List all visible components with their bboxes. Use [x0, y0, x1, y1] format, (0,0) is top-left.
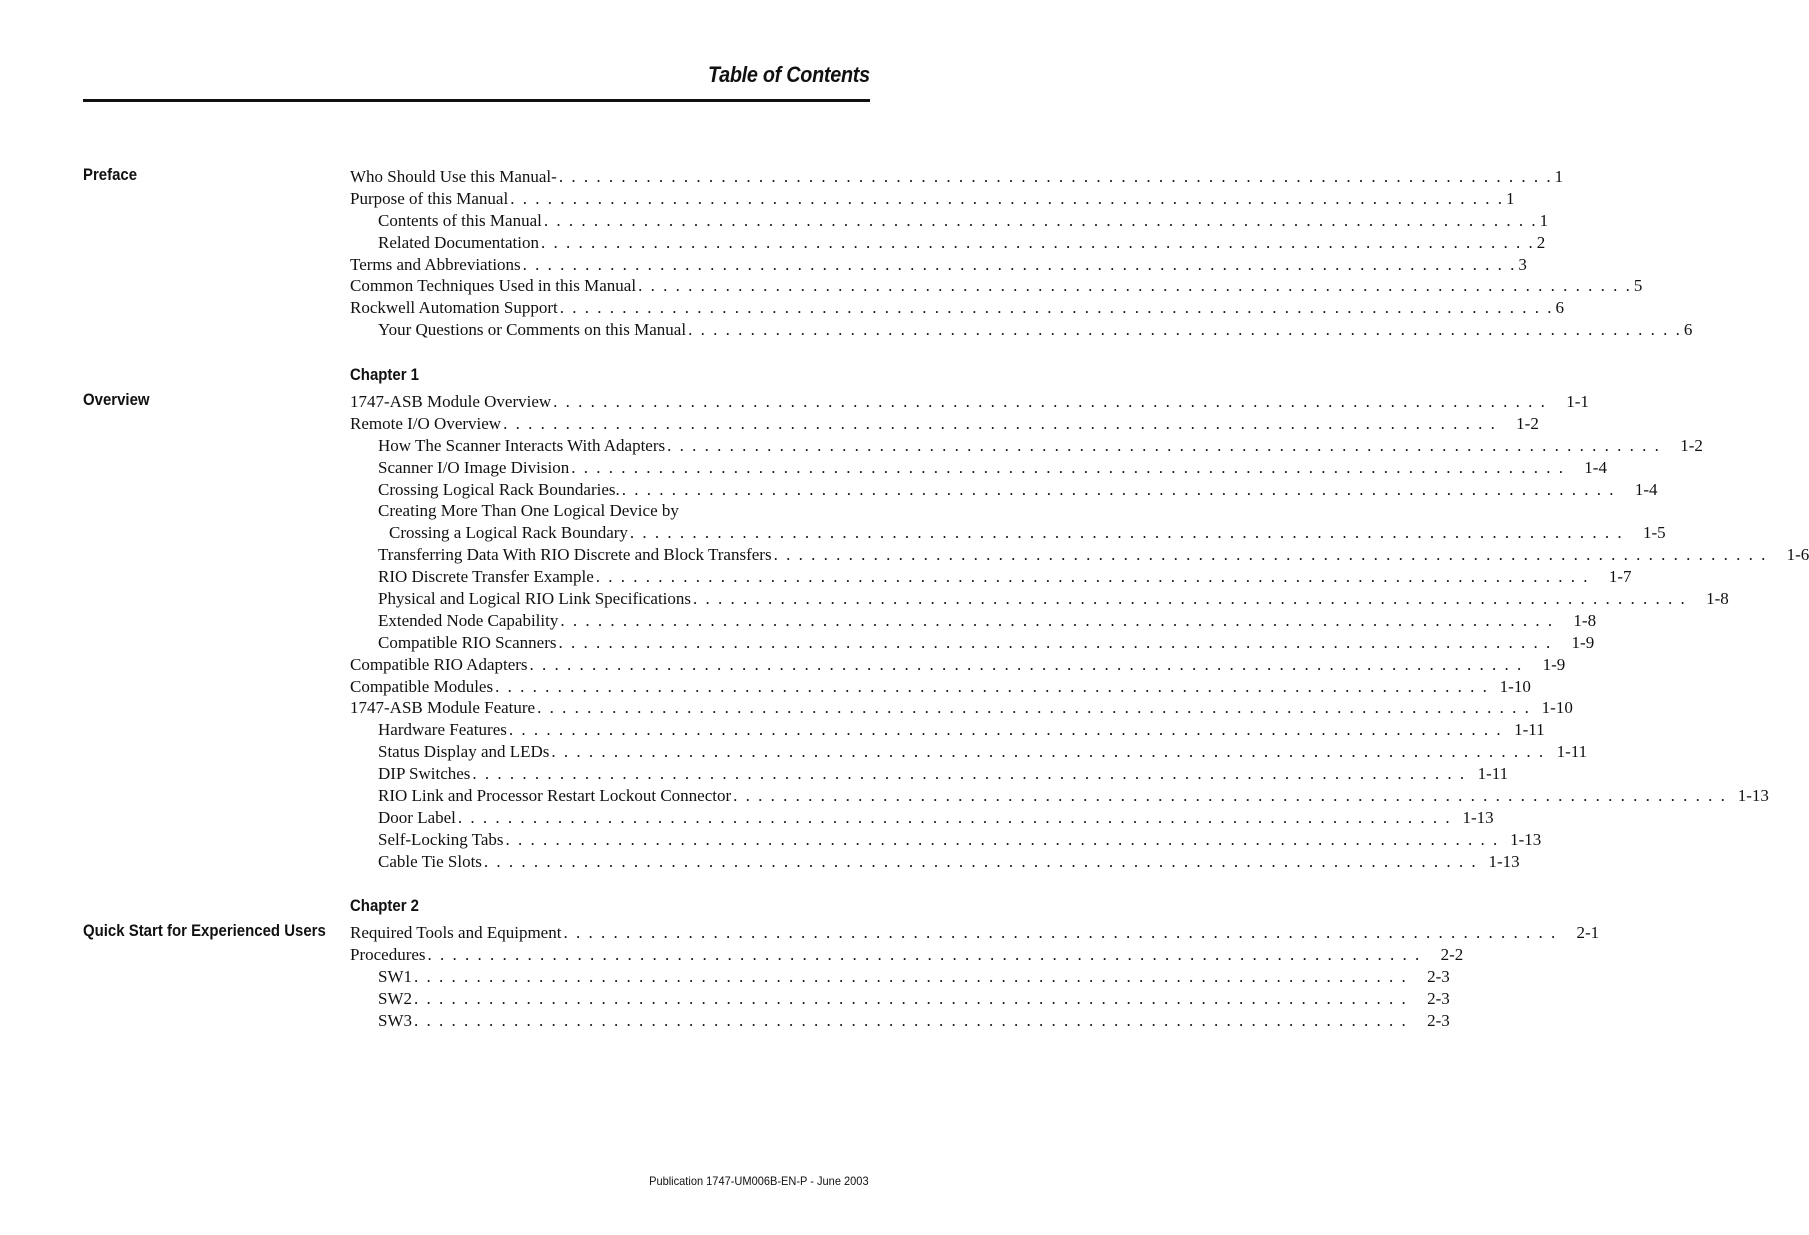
toc-leader-dots: . . . . . . . . . . . . . . . . . . . . . . . . . . . . . . . . . . . . . . . . . . . . . . . . . . . . . . . . . . . . . . . . . . . . . . . . . . . . . . . . — [414, 1010, 1408, 1030]
toc-entry-title: SW2 — [378, 988, 412, 1008]
toc-entry-title: Status Display and LEDs — [378, 742, 550, 762]
toc-leader-dots: . . . . . . . . . . . . . . . . . . . . . . . . . . . . . . . . . . . . . . . . . . . . . . . . . . . . . . . . . . . . . . . . . . . . . . . . . . . . . . . . — [560, 610, 1555, 630]
toc-entry-title: How The Scanner Interacts With Adapters — [378, 435, 666, 455]
toc-entry-title: Purpose of this Manual — [350, 188, 509, 208]
toc-entry-page: 1-10 — [1499, 676, 1531, 696]
toc-entry-title: Remote I/O Overview — [350, 413, 502, 433]
toc-leader-dots: . . . . . . . . . . . . . . . . . . . . . . . . . . . . . . . . . . . . . . . . . . . . . . . . . . . . . . . . . . . . . . . . . . . . . . . . . . . . . . . . — [540, 232, 1535, 252]
toc-leader-dots: . . . . . . . . . . . . . . . . . . . . . . . . . . . . . . . . . . . . . . . . . . . . . . . . . . . . . . . . . . . . . . . . . . . . . . . . . . . . . . . . — [505, 829, 1500, 849]
toc-entry[interactable] — [350, 319, 1693, 341]
toc-leader-dots: . . . . . . . . . . . . . . . . . . . . . . . . . . . . . . . . . . . . . . . . . . . . . . . . . . . . . . . . . . . . . . . . . . . . . . . . . . . . . . . . — [629, 523, 1624, 543]
toc-entry-title: Physical and Logical RIO Link Specifications — [378, 589, 692, 609]
toc-entry[interactable] — [350, 988, 1450, 1010]
toc-entry-title: Compatible RIO Adapters — [350, 654, 528, 674]
chapter-label-1: Chapter 1 — [350, 365, 420, 384]
toc-leader-dots: . . . . . . . . . . . . . . . . . . . . . . . . . . . . . . . . . . . . . . . . . . . . . . . . . . . . . . . . . . . . . . . . . . . . . . . . . . . . . . . . — [427, 944, 1422, 964]
toc-entry-title: Cable Tie Slots — [378, 851, 482, 871]
toc-entry-page: 1-2 — [1680, 435, 1703, 455]
toc-entry[interactable] — [350, 544, 1809, 566]
toc-entry[interactable] — [350, 654, 1566, 676]
toc-entry-title: Hardware Features — [378, 720, 507, 740]
toc-entry[interactable] — [350, 632, 1595, 654]
toc-entry[interactable] — [350, 785, 1769, 807]
toc-entry-page: 1-13 — [1737, 786, 1769, 806]
toc-entry-page: 2-1 — [1576, 923, 1600, 942]
toc-entry-title: SW3 — [378, 1010, 412, 1030]
toc-entry-page: 1-11 — [1556, 742, 1588, 762]
toc-entry[interactable] — [350, 297, 1565, 319]
toc-entry[interactable] — [350, 676, 1531, 698]
toc-entry-title: Required Tools and Equipment — [350, 923, 562, 942]
toc-entry-page: 1-11 — [1514, 720, 1545, 740]
toc-leader-dots: . . . . . . . . . . . . . . . . . . . . . . . . . . . . . . . . . . . . . . . . . . . . . . . . . . . . . . . . . . . . . . . . . . . . . . . . . . . . . . . . — [553, 392, 1547, 411]
toc-entry-page: 2-3 — [1427, 1010, 1450, 1030]
toc-entry-page: 1-13 — [1462, 807, 1494, 827]
toc-entry-page: 2 — [1536, 232, 1546, 252]
toc-leader-dots: . . . . . . . . . . . . . . . . . . . . . . . . . . . . . . . . . . . . . . . . . . . . . . . . . . . . . . . . . . . . . . . . . . . . . . . . . . . . . . . . — [621, 479, 1616, 499]
toc-leader-dots: . . . . . . . . . . . . . . . . . . . . . . . . . . . . . . . . . . . . . . . . . . . . . . . . . . . . . . . . . . . . . . . . . . . . . . . . . . . . . . . . — [472, 764, 1467, 784]
toc-entry[interactable] — [350, 566, 1632, 588]
toc-list-preface — [350, 166, 1693, 341]
toc-leader-dots: . . . . . . . . . . . . . . . . . . . . . . . . . . . . . . . . . . . . . . . . . . . . . . . . . . . . . . . . . . . . . . . . . . . . . . . . . . . . . . . . — [558, 632, 1553, 652]
toc-entry-page: 6 — [1555, 298, 1565, 318]
header-rule — [83, 99, 870, 102]
toc-leader-dots: . . . . . . . . . . . . . . . . . . . . . . . . . . . . . . . . . . . . . . . . . . . . . . . . . . . . . . . . . . . . . . . . . . . . . . . . . . . . . . . . — [688, 320, 1682, 340]
toc-entry-page: 1-9 — [1571, 632, 1595, 652]
toc-entry[interactable] — [350, 166, 1564, 188]
publication-footer: Publication 1747-UM006B-EN-P - June 2003 — [649, 1174, 869, 1188]
toc-entry-page: 1-9 — [1542, 654, 1566, 674]
toc-entry-page: 1-5 — [1642, 523, 1666, 543]
toc-entry-title: Common Techniques Used in this Manual — [350, 276, 637, 296]
toc-leader-dots: . . . . . . . . . . . . . . . . . . . . . . . . . . . . . . . . . . . . . . . . . . . . . . . . . . . . . . . . . . . . . . . . . . . . . . . . . . . . . . . . — [563, 923, 1558, 942]
section-label-preface: Preface — [83, 165, 138, 184]
toc-entry[interactable] — [350, 275, 1643, 297]
toc-leader-dots: . . . . . . . . . . . . . . . . . . . . . . . . . . . . . . . . . . . . . . . . . . . . . . . . . . . . . . . . . . . . . . . . . . . . . . . . . . . . . . . . — [522, 254, 1517, 274]
toc-entry-title: Self-Locking Tabs — [378, 829, 504, 849]
toc-leader-dots: . . . . . . . . . . . . . . . . . . . . . . . . . . . . . . . . . . . . . . . . . . . . . . . . . . . . . . . . . . . . . . . . . . . . . . . . . . . . . . . . — [414, 988, 1408, 1008]
toc-entry[interactable] — [350, 500, 870, 522]
toc-entry[interactable] — [350, 588, 1729, 610]
toc-entry-page: 1-4 — [1634, 479, 1658, 499]
chapter-label-2: Chapter 2 — [350, 896, 420, 915]
toc-leader-dots: . . . . . . . . . . . . . . . . . . . . . . . . . . . . . . . . . . . . . . . . . . . . . . . . . . . . . . . . . . . . . . . . . . . . . . . . . . . . . . . . — [638, 276, 1632, 296]
toc-entry-page: 2-3 — [1427, 988, 1450, 1008]
toc-leader-dots: . . . . . . . . . . . . . . . . . . . . . . . . . . . . . . . . . . . . . . . . . . . . . . . . . . . . . . . . . . . . . . . . . . . . . . . . . . . . . . . . — [559, 298, 1554, 318]
toc-entry[interactable] — [350, 435, 1703, 457]
toc-entry-page: 2-2 — [1440, 944, 1464, 964]
toc-entry-page: 1-4 — [1584, 457, 1607, 477]
toc-entry[interactable] — [350, 457, 1607, 479]
section-label-quick-start: Quick Start for Experienced Users — [83, 921, 326, 940]
toc-entry-title: Procedures — [350, 944, 426, 964]
toc-entry-page: 3 — [1518, 254, 1527, 274]
toc-entry[interactable] — [350, 944, 1464, 966]
toc-entry-title: SW1 — [378, 966, 412, 986]
toc-entry-title: Rockwell Automation Support — [350, 298, 558, 318]
toc-list-overview — [350, 391, 1809, 873]
toc-entry-title: Creating More Than One Logical Device by — [378, 501, 679, 521]
toc-leader-dots: . . . . . . . . . . . . . . . . . . . . . . . . . . . . . . . . . . . . . . . . . . . . . . . . . . . . . . . . . . . . . . . . . . . . . . . . . . . . . . . . — [508, 720, 1503, 740]
toc-entry-page: 1 — [1505, 188, 1515, 208]
toc-entry-page: 1-10 — [1541, 698, 1573, 718]
toc-entry-title: Transferring Data With RIO Discrete and Block Transfers — [378, 545, 772, 565]
toc-entry-title: DIP Switches — [378, 764, 471, 784]
toc-entry-page: 1 — [1539, 210, 1549, 230]
toc-leader-dots: . . . . . . . . . . . . . . . . . . . . . . . . . . . . . . . . . . . . . . . . . . . . . . . . . . . . . . . . . . . . . . . . . . . . . . . . . . . . . . . . — [529, 654, 1524, 674]
toc-entry-title: RIO Link and Processor Restart Lockout Connector — [378, 786, 732, 806]
toc-entry-title: Compatible Modules — [350, 676, 494, 696]
toc-entry-title: Contents of this Manual — [378, 210, 542, 230]
toc-entry-title: RIO Discrete Transfer Example — [378, 567, 594, 587]
toc-entry[interactable] — [350, 254, 1527, 276]
toc-entry-title: 1747-ASB Module Overview — [350, 392, 552, 411]
toc-entry[interactable] — [350, 697, 1573, 719]
toc-entry-title: Extended Node Capability — [378, 610, 559, 630]
toc-entry-title: Scanner I/O Image Division — [378, 457, 570, 477]
toc-entry-title: Compatible RIO Scanners — [378, 632, 557, 652]
toc-leader-dots: . . . . . . . . . . . . . . . . . . . . . . . . . . . . . . . . . . . . . . . . . . . . . . . . . . . . . . . . . . . . . . . . . . . . . . . . . . . . . . . . — [543, 210, 1538, 230]
toc-leader-dots: . . . . . . . . . . . . . . . . . . . . . . . . . . . . . . . . . . . . . . . . . . . . . . . . . . . . . . . . . . . . . . . . . . . . . . . . . . . . . . . . — [537, 698, 1531, 718]
toc-entry-page: 1-6 — [1786, 545, 1809, 565]
toc-list-quick-start — [350, 922, 1600, 1031]
toc-entry[interactable] — [350, 922, 1600, 944]
toc-entry-page: 1-2 — [1516, 413, 1539, 433]
toc-entry-page: 1-13 — [1488, 851, 1520, 871]
toc-entry-page: 1 — [1554, 167, 1564, 186]
toc-entry[interactable] — [350, 391, 1589, 413]
toc-entry-title: Related Documentation — [378, 232, 539, 252]
toc-entry-title: 1747-ASB Module Feature — [350, 698, 536, 718]
toc-leader-dots: . . . . . . . . . . . . . . . . . . . . . . . . . . . . . . . . . . . . . . . . . . . . . . . . . . . . . . . . . . . . . . . . . . . . . . . . . . . . . . . . — [414, 966, 1408, 986]
toc-entry-page: 1-8 — [1573, 610, 1597, 630]
toc-entry-page: 1-11 — [1477, 764, 1509, 784]
toc-entry-title: Terms and Abbreviations — [350, 254, 521, 274]
toc-entry-title: Crossing Logical Rack Boundaries. — [378, 479, 620, 499]
toc-entry-title: Door Label — [378, 807, 456, 827]
page-title: Table of Contents — [708, 62, 870, 87]
toc-leader-dots: . . . . . . . . . . . . . . . . . . . . . . . . . . . . . . . . . . . . . . . . . . . . . . . . . . . . . . . . . . . . . . . . . . . . . . . . . . . . . . . . — [595, 567, 1590, 587]
toc-entry-page: 1-13 — [1510, 829, 1542, 849]
toc-leader-dots: . . . . . . . . . . . . . . . . . . . . . . . . . . . . . . . . . . . . . . . . . . . . . . . . . . . . . . . . . . . . . . . . . . . . . . . . . . . . . . . . — [733, 786, 1727, 806]
toc-entry-page: 1-7 — [1608, 567, 1632, 587]
toc-leader-dots: . . . . . . . . . . . . . . . . . . . . . . . . . . . . . . . . . . . . . . . . . . . . . . . . . . . . . . . . . . . . . . . . . . . . . . . . . . . . . . . . — [457, 807, 1452, 827]
toc-entry[interactable] — [350, 413, 1539, 435]
toc-entry[interactable] — [350, 829, 1542, 851]
toc-entry-page: 2-3 — [1427, 966, 1450, 986]
toc-leader-dots: . . . . . . . . . . . . . . . . . . . . . . . . . . . . . . . . . . . . . . . . . . . . . . . . . . . . . . . . . . . . . . . . . . . . . . . . . . . . . . . . — [667, 435, 1661, 455]
toc-entry[interactable] — [350, 966, 1450, 988]
toc-entry-title: Crossing a Logical Rack Boundary — [389, 523, 628, 543]
toc-entry[interactable] — [350, 1010, 1450, 1032]
toc-entry-page: 1-8 — [1706, 589, 1729, 609]
toc-leader-dots: . . . . . . . . . . . . . . . . . . . . . . . . . . . . . . . . . . . . . . . . . . . . . . . . . . . . . . . . . . . . . . . . . . . . . . . . . . . . . . . . — [571, 457, 1565, 477]
toc-leader-dots: . . . . . . . . . . . . . . . . . . . . . . . . . . . . . . . . . . . . . . . . . . . . . . . . . . . . . . . . . . . . . . . . . . . . . . . . . . . . . . . . — [551, 742, 1546, 762]
toc-entry-page: 1-1 — [1566, 392, 1589, 411]
toc-leader-dots: . . . . . . . . . . . . . . . . . . . . . . . . . . . . . . . . . . . . . . . . . . . . . . . . . . . . . . . . . . . . . . . . . . . . . . . . . . . . . . . . — [773, 545, 1768, 565]
toc-entry[interactable] — [350, 610, 1597, 632]
toc-entry-page: 6 — [1683, 320, 1693, 340]
toc-leader-dots: . . . . . . . . . . . . . . . . . . . . . . . . . . . . . . . . . . . . . . . . . . . . . . . . . . . . . . . . . . . . . . . . . . . . . . . . . . . . . . . . — [510, 188, 1504, 208]
toc-entry[interactable] — [350, 188, 1515, 210]
toc-leader-dots: . . . . . . . . . . . . . . . . . . . . . . . . . . . . . . . . . . . . . . . . . . . . . . . . . . . . . . . . . . . . . . . . . . . . . . . . . . . . . . . . — [483, 851, 1478, 871]
toc-entry[interactable] — [350, 210, 1549, 232]
toc-entry[interactable] — [350, 479, 1658, 501]
toc-entry[interactable] — [350, 851, 1520, 873]
toc-entry-page: 5 — [1633, 276, 1643, 296]
toc-leader-dots: . . . . . . . . . . . . . . . . . . . . . . . . . . . . . . . . . . . . . . . . . . . . . . . . . . . . . . . . . . . . . . . . . . . . . . . . . . . . . . . . — [503, 413, 1497, 433]
toc-entry-title: Who Should Use this Manual- — [350, 167, 557, 186]
toc-entry[interactable] — [350, 763, 1509, 785]
toc-entry[interactable] — [350, 719, 1545, 741]
toc-leader-dots: . . . . . . . . . . . . . . . . . . . . . . . . . . . . . . . . . . . . . . . . . . . . . . . . . . . . . . . . . . . . . . . . . . . . . . . . . . . . . . . . — [495, 676, 1489, 696]
section-label-overview: Overview — [83, 390, 150, 409]
toc-entry[interactable] — [350, 741, 1588, 763]
toc-entry[interactable] — [350, 232, 1546, 254]
toc-entry[interactable] — [350, 522, 1666, 544]
toc-leader-dots: . . . . . . . . . . . . . . . . . . . . . . . . . . . . . . . . . . . . . . . . . . . . . . . . . . . . . . . . . . . . . . . . . . . . . . . . . . . . . . . . — [558, 167, 1553, 186]
toc-entry-title: Your Questions or Comments on this Manual — [378, 320, 687, 340]
toc-leader-dots: . . . . . . . . . . . . . . . . . . . . . . . . . . . . . . . . . . . . . . . . . . . . . . . . . . . . . . . . . . . . . . . . . . . . . . . . . . . . . . . . — [693, 589, 1687, 609]
toc-entry[interactable] — [350, 807, 1494, 829]
